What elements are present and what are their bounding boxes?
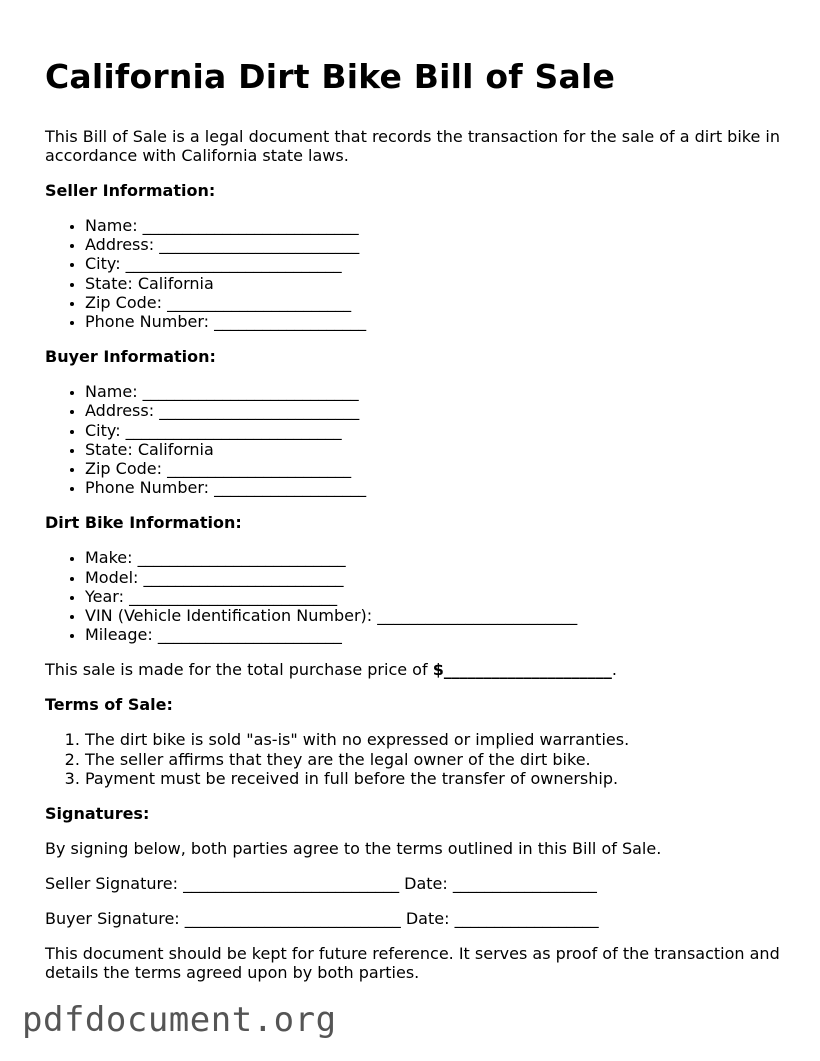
buyer-heading: Buyer Information:	[45, 347, 216, 367]
price-suffix: .	[611, 660, 617, 680]
seller-list	[45, 216, 785, 331]
bike-heading: Dirt Bike Information:	[45, 513, 242, 533]
page-title: California Dirt Bike Bill of Sale	[45, 57, 616, 96]
intro-paragraph: This Bill of Sale is a legal document that records the transaction for the sale of a dirt bike in accordance with California state laws.	[45, 127, 780, 165]
seller-address-field: • Address: _________________________	[85, 235, 785, 254]
seller-phone-field: • Phone Number: ___________________	[85, 312, 785, 331]
price-statement	[45, 660, 785, 679]
bike-make-field: • Make: __________________________	[85, 548, 785, 567]
document-page	[45, 55, 785, 982]
price-prefix: This sale is made for the total purchase price of	[45, 660, 433, 680]
terms-list	[45, 730, 785, 788]
term-item: 3. Payment must be received in full before the transfer of ownership.	[85, 769, 785, 788]
seller-signature-line: Seller Signature: ___________________________ Date: __________________	[45, 874, 597, 894]
price-amount: $_____________________	[432, 660, 612, 680]
bike-year-field: • Year: __________________________	[85, 587, 785, 606]
buyer-name-field: • Name: ___________________________	[85, 382, 785, 401]
bike-vin-field: • VIN (Vehicle Identification Number): _________________________	[85, 606, 785, 625]
bike-list	[45, 548, 785, 644]
seller-heading: Seller Information:	[45, 181, 216, 200]
buyer-list	[45, 382, 785, 497]
watermark-text: pdfdocument.org	[22, 1000, 337, 1040]
buyer-state-field: • State: California	[85, 440, 785, 459]
bike-model-field: • Model: _________________________	[85, 568, 785, 587]
term-item: 2. The seller affirms that they are the legal owner of the dirt bike.	[85, 750, 785, 769]
seller-state-field: • State: California	[85, 274, 785, 293]
signatures-intro: By signing below, both parties agree to the terms outlined in this Bill of Sale.	[45, 839, 662, 859]
closing-paragraph: This document should be kept for future reference. It serves as proof of the transaction and details the terms agreed upon by both parties.	[45, 944, 780, 983]
buyer-signature-line: Buyer Signature: ___________________________ Date: __________________	[45, 909, 599, 929]
seller-city-field: • City: ___________________________	[85, 254, 785, 273]
seller-zip-field: • Zip Code: _______________________	[85, 293, 785, 312]
signatures-heading: Signatures:	[45, 804, 150, 824]
bike-mileage-field: • Mileage: _______________________	[85, 625, 785, 644]
seller-name-field: • Name: ___________________________	[85, 216, 785, 235]
buyer-address-field: • Address: _________________________	[85, 401, 785, 420]
buyer-city-field: • City: ___________________________	[85, 421, 785, 440]
buyer-zip-field: • Zip Code: _______________________	[85, 459, 785, 478]
buyer-phone-field: • Phone Number: ___________________	[85, 478, 785, 497]
term-item: 1. The dirt bike is sold "as-is" with no expressed or implied warranties.	[85, 730, 785, 749]
terms-heading: Terms of Sale:	[45, 695, 173, 715]
